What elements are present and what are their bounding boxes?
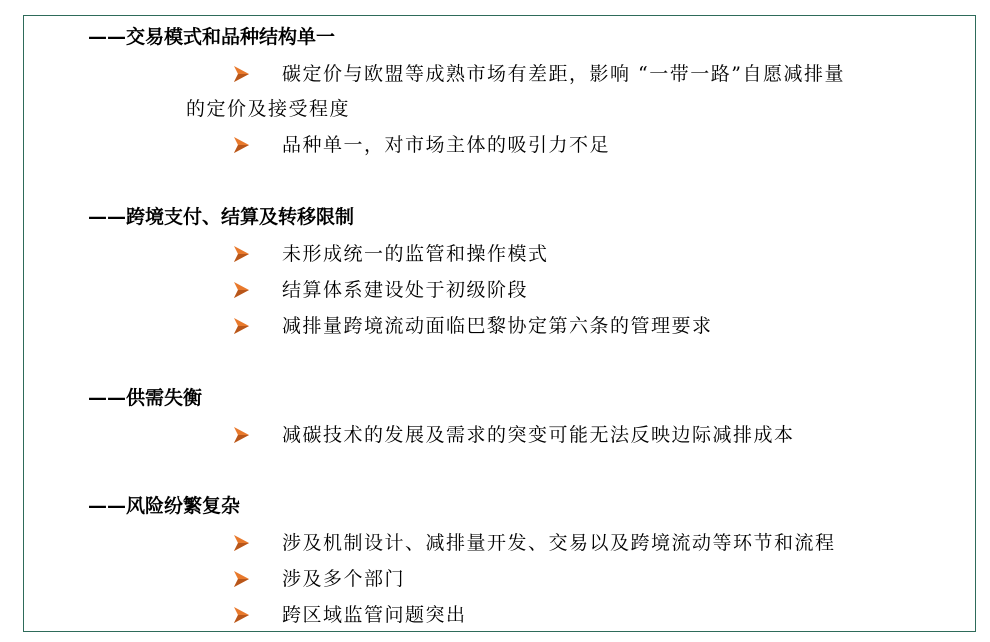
bullet-text-continuation: 的定价及接受程度 (186, 98, 351, 120)
bullet-text: 减排量跨境流动面临巴黎协定第六条的管理要求 (282, 315, 713, 337)
bullet-text: 品种单一，对市场主体的吸引力不足 (282, 134, 611, 156)
bullet-text: 涉及机制设计、减排量开发、交易以及跨境流动等环节和流程 (282, 532, 836, 554)
arrow-bullet-icon (234, 137, 249, 153)
bullet-text: 碳定价与欧盟等成熟市场有差距，影响 “一带一路”自愿减排量 (282, 63, 845, 85)
bullet-text: 减碳技术的发展及需求的突变可能无法反映边际减排成本 (282, 424, 795, 446)
arrow-bullet-icon (234, 66, 249, 82)
arrow-bullet-icon (234, 571, 249, 587)
arrow-bullet-icon (234, 282, 249, 298)
bullet-text: 未形成统一的监管和操作模式 (282, 243, 549, 265)
section-heading-supply-demand: ——供需失衡 (88, 387, 203, 409)
arrow-bullet-icon (234, 246, 249, 262)
arrow-bullet-icon (234, 427, 249, 443)
section-heading-trading-mode: ——交易模式和品种结构单一 (88, 26, 336, 48)
section-heading-risk: ——风险纷繁复杂 (88, 495, 241, 517)
section-heading-cross-border: ——跨境支付、结算及转移限制 (88, 206, 355, 228)
bullet-text: 涉及多个部门 (282, 568, 406, 590)
bullet-text: 跨区域监管问题突出 (282, 604, 467, 626)
bullet-text: 结算体系建设处于初级阶段 (282, 279, 529, 301)
arrow-bullet-icon (234, 318, 249, 334)
arrow-bullet-icon (234, 535, 249, 551)
arrow-bullet-icon (234, 607, 249, 623)
